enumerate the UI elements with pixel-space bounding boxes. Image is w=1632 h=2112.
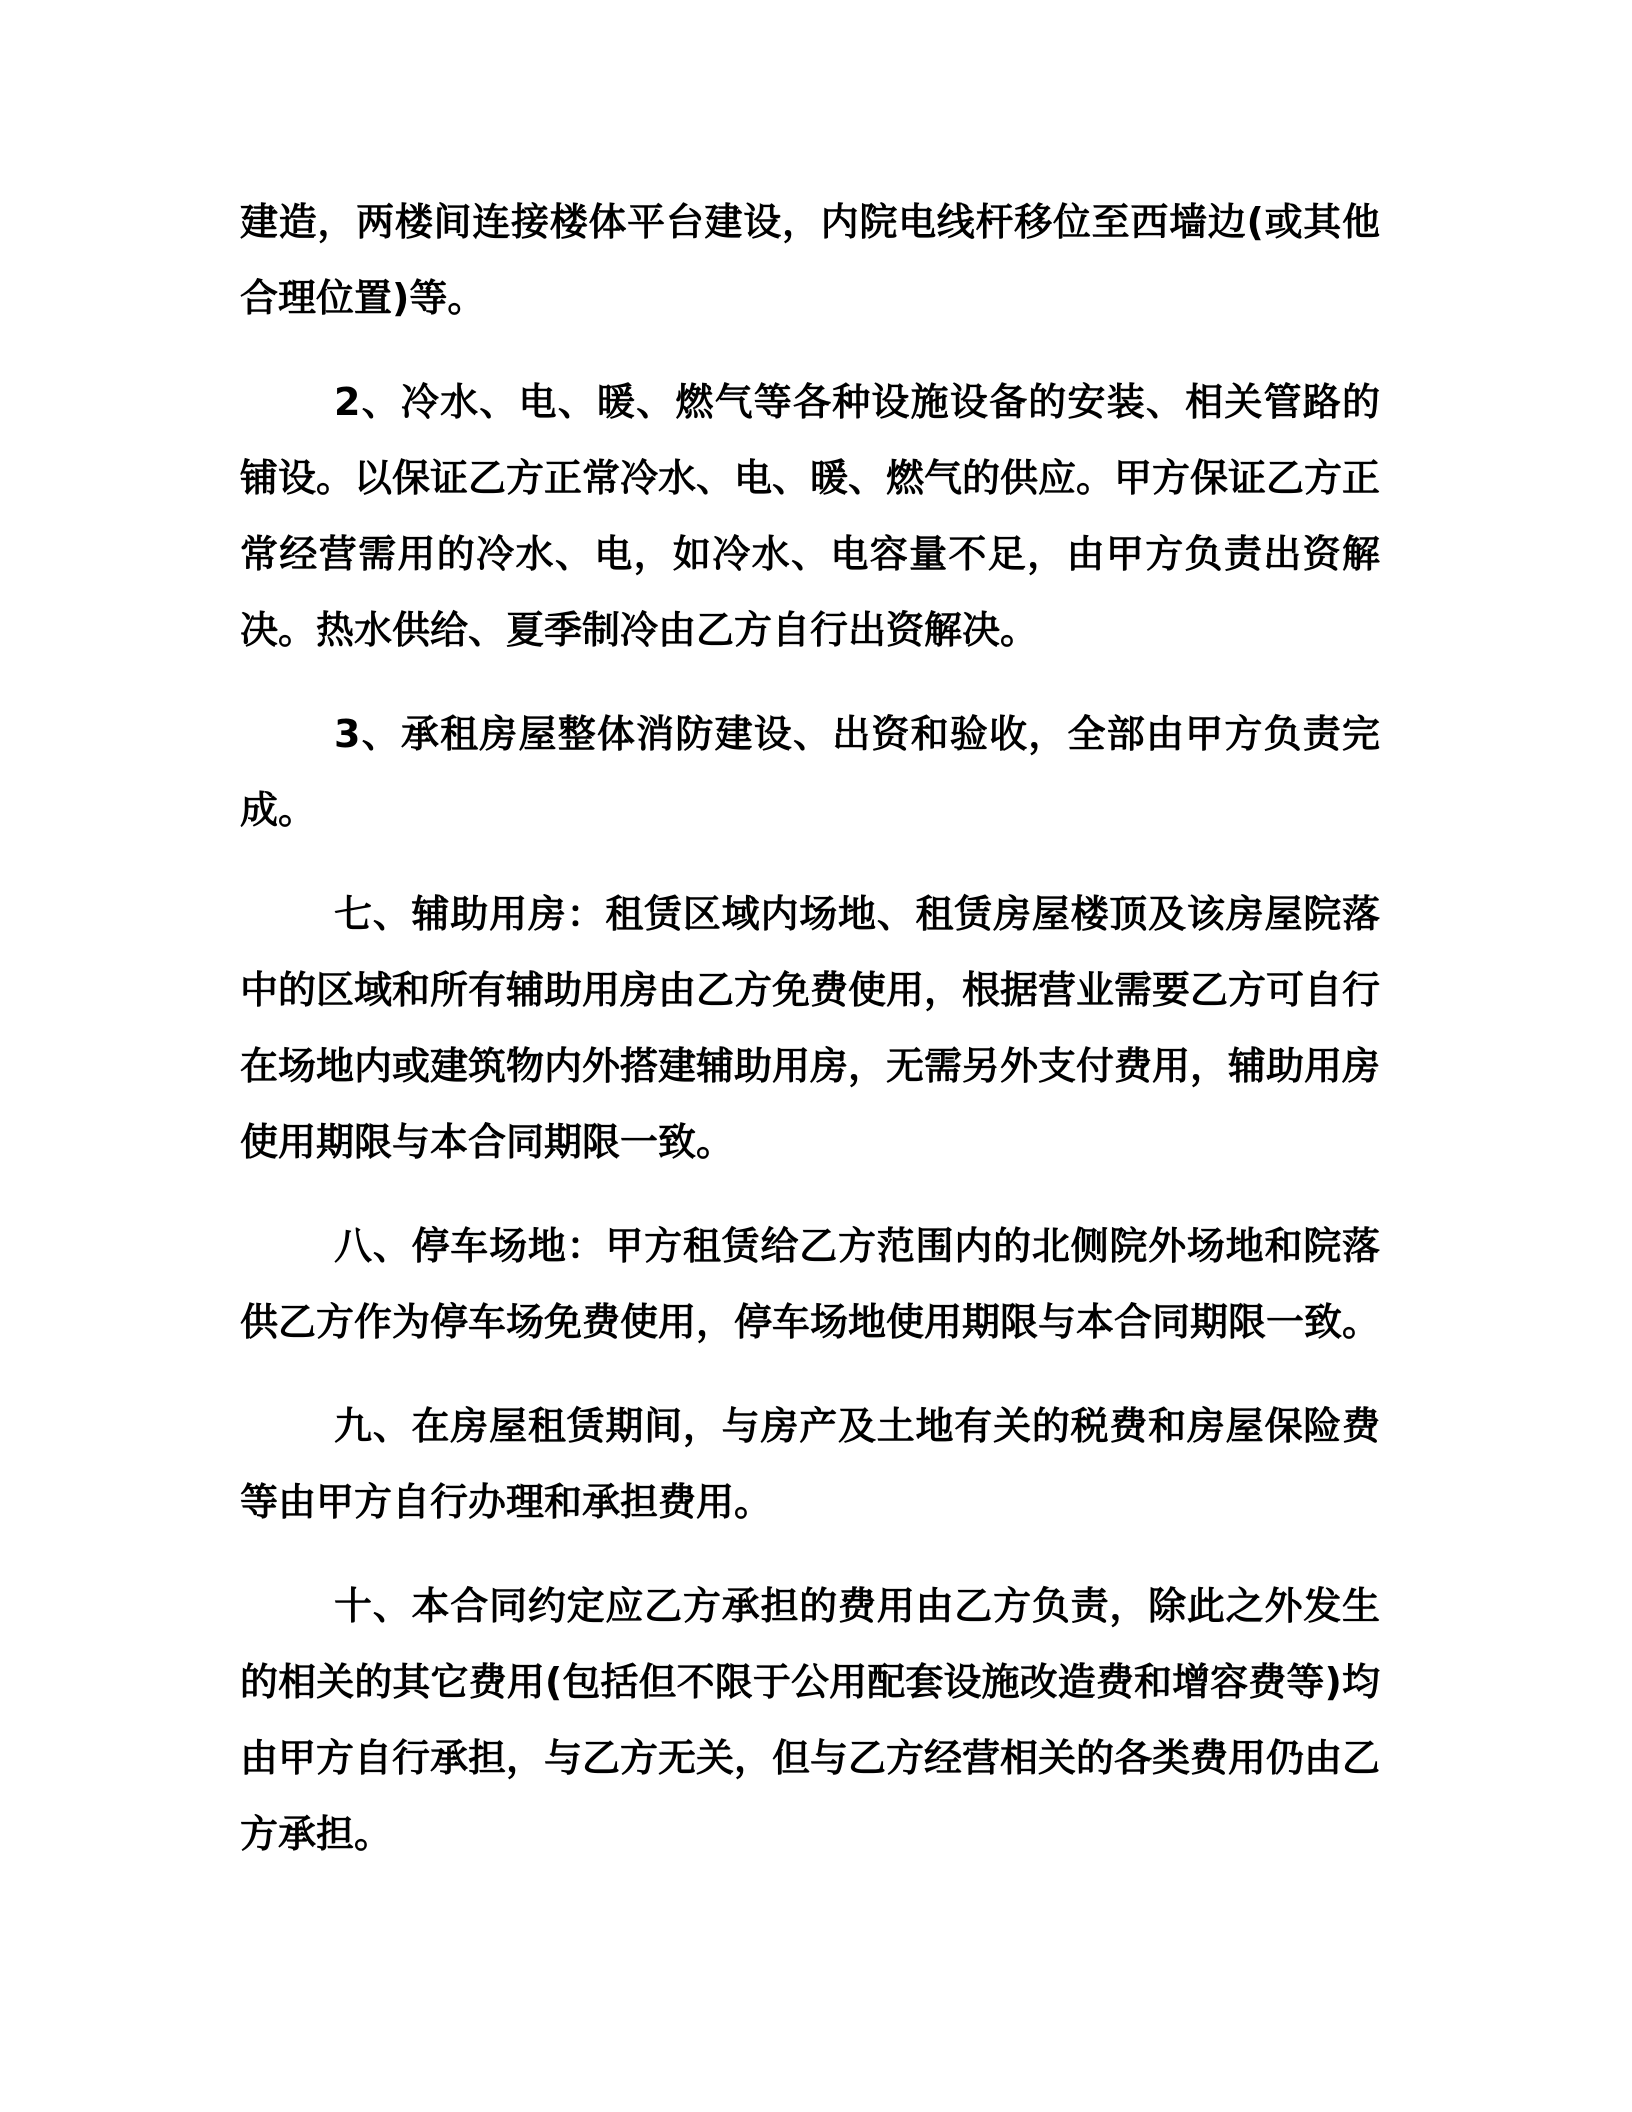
paragraph-taxes: 九、在房屋租赁期间，与房产及土地有关的税费和房屋保险费等由甲方自行办理和承担费用。 xyxy=(240,1404,1380,1524)
paragraph-utilities: 2、冷水、电、暖、燃气等各种设施设备的安装、相关管路的铺设。以保证乙方正常冷水、电、暖、燃气的供应。甲方保证乙方正常经营需用的冷水、电，如冷水、电容量不足，由甲方负责出资解决。热水供给、夏季制冷由乙方自行出资解决。 xyxy=(240,380,1381,652)
paragraph-other-fees: 十、本合同约定应乙方承担的费用由乙方负责，除此之外发生的相关的其它费用(包括但不限于公用配套设施改造费和增容费等)均由甲方自行承担，与乙方无关，但与乙方经营相关的各类费用仍由乙方承担。 xyxy=(240,1584,1381,1856)
paragraph-continuation: 建造，两楼间连接楼体平台建设，内院电线杆移位至西墙边(或其他合理位置)等。 xyxy=(240,200,1380,320)
paragraph-fire-safety: 3、承租房屋整体消防建设、出资和验收，全部由甲方负责完成。 xyxy=(240,712,1380,832)
paragraph-parking: 八、停车场地：甲方租赁给乙方范围内的北侧院外场地和院落供乙方作为停车场免费使用，停车场地使用期限与本合同期限一致。 xyxy=(240,1224,1381,1344)
paragraph-auxiliary-rooms: 七、辅助用房：租赁区域内场地、租赁房屋楼顶及该房屋院落中的区域和所有辅助用房由乙方免费使用，根据营业需要乙方可自行在场地内或建筑物内外搭建辅助用房，无需另外支付费用，辅助用房使用期限与本合同期限一致。 xyxy=(240,892,1381,1164)
document-body xyxy=(240,184,1380,1900)
